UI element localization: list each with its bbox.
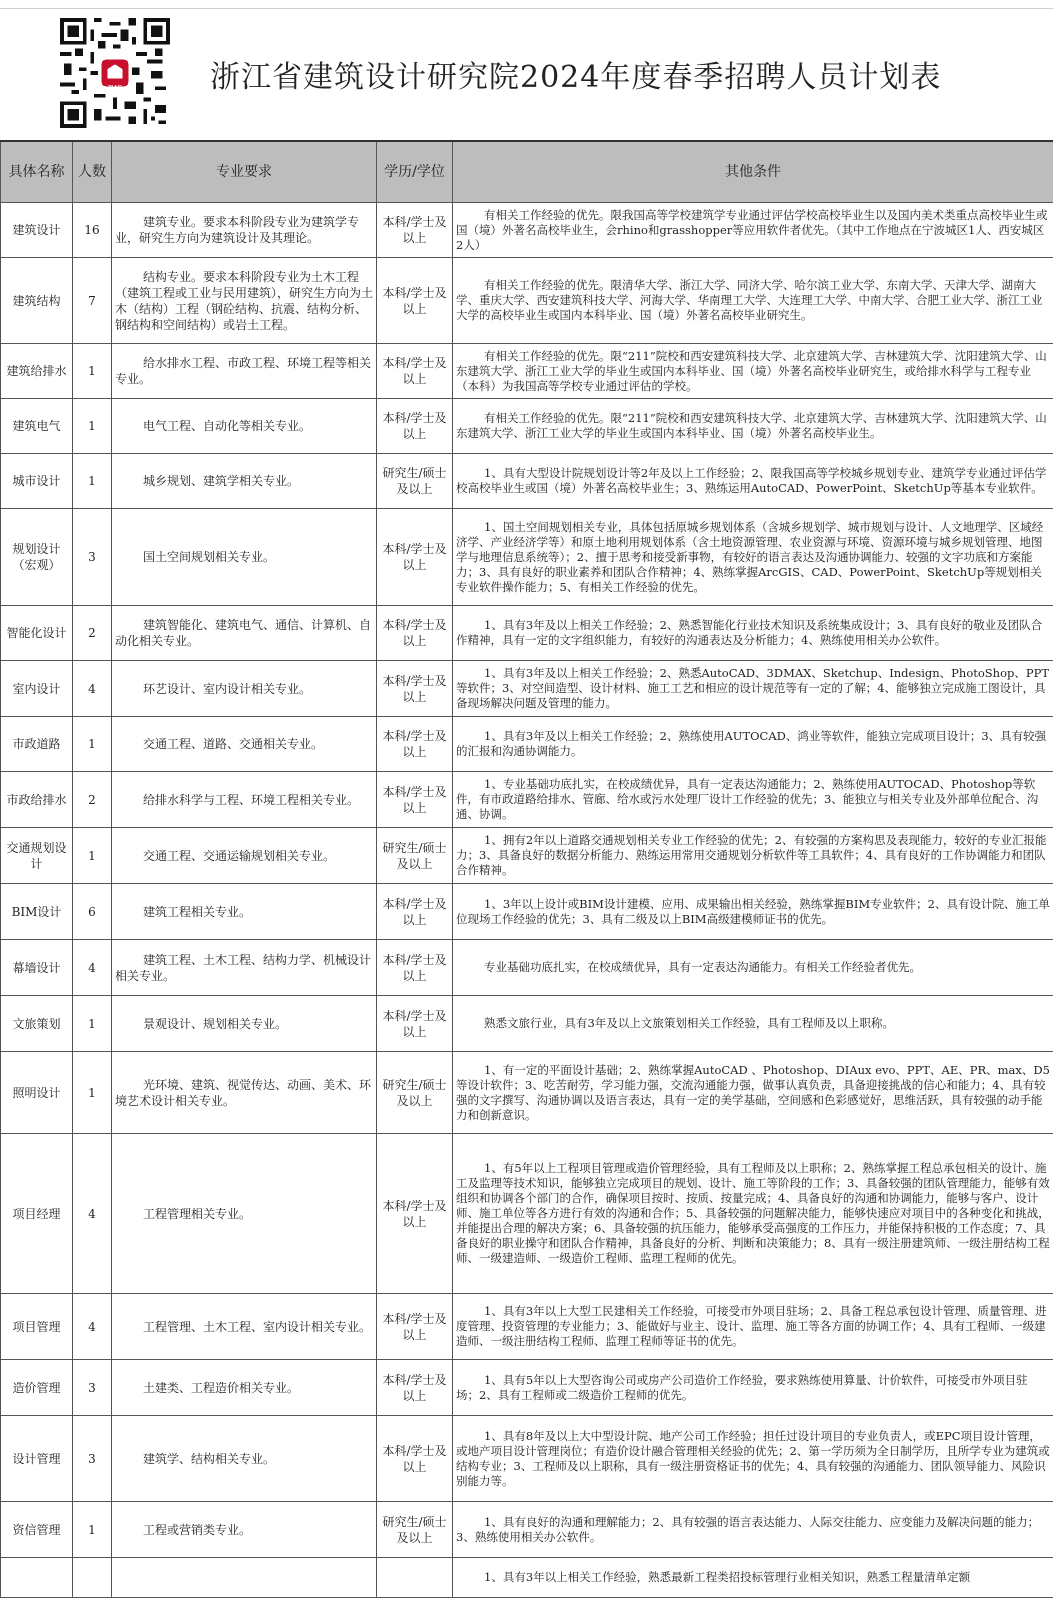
cell-other: 有相关工作经验的优先。限“211”院校和西安建筑科技大学、北京建筑大学、吉林建筑大学、沈阳建筑大学、山东建筑大学、浙江工业大学的毕业生或国内本科毕业、国（境）外著名高校毕业研究生，或给排水科学与工程专业（本科）为我国高等学校专业通过评估的学校。 (453, 344, 1053, 399)
cell-edu: 本科/学士及以上 (377, 399, 453, 454)
header-major: 专业要求 (112, 141, 377, 203)
table-row (1, 828, 1053, 884)
cell-count: 2 (73, 606, 112, 661)
cell-major: 交通工程、道路、交通相关专业。 (112, 717, 377, 772)
cell-name: 项目经理 (1, 1134, 73, 1294)
qr-code (60, 18, 170, 128)
table-row (1, 1360, 1053, 1416)
header-count: 人数 (73, 141, 112, 203)
cell-major: 建筑学、结构相关专业。 (112, 1416, 377, 1502)
cell-other: 有相关工作经验的优先。限清华大学、浙江大学、同济大学、哈尔滨工业大学、东南大学、天津大学、湖南大学、重庆大学、西安建筑科技大学、河海大学、华南理工大学、大连理工大学、中南大学、合肥工业大学、浙江工业大学的高校毕业生或国内本科毕业、国（境）外著名高校毕业研究生。 (453, 258, 1053, 344)
cell-count: 4 (73, 1134, 112, 1294)
cell-major (112, 1558, 377, 1598)
table-row (1, 1052, 1053, 1134)
cell-count: 1 (73, 996, 112, 1052)
cell-major: 光环境、建筑、视觉传达、动画、美术、环境艺术设计相关专业。 (112, 1052, 377, 1134)
cell-count: 3 (73, 1360, 112, 1416)
cell-count: 1 (73, 1052, 112, 1134)
cell-major: 环艺设计、室内设计相关专业。 (112, 661, 377, 717)
recruitment-table (0, 140, 1053, 1598)
cell-name: 资信管理 (1, 1502, 73, 1558)
cell-name: 造价管理 (1, 1360, 73, 1416)
cell-name: 建筑给排水 (1, 344, 73, 399)
cell-edu: 本科/学士及以上 (377, 772, 453, 828)
cell-count: 3 (73, 1416, 112, 1502)
cell-major: 建筑工程、土木工程、结构力学、机械设计相关专业。 (112, 940, 377, 996)
table-row (1, 884, 1053, 940)
cell-major: 建筑智能化、建筑电气、通信、计算机、自动化相关专业。 (112, 606, 377, 661)
cell-name: 幕墙设计 (1, 940, 73, 996)
cell-name: 室内设计 (1, 661, 73, 717)
cell-other: 1、具有5年以上大型咨询公司或房产公司造价工作经验，要求熟练使用算量、计价软件，可接受市外项目驻场；2、具有工程师或二级造价工程师的优先。 (453, 1360, 1053, 1416)
table-row (1, 1502, 1053, 1558)
cell-count: 4 (73, 940, 112, 996)
cell-count: 1 (73, 1502, 112, 1558)
table-row (1, 1294, 1053, 1360)
cell-major: 工程管理相关专业。 (112, 1134, 377, 1294)
cell-major: 工程或营销类专业。 (112, 1502, 377, 1558)
cell-major: 建筑工程相关专业。 (112, 884, 377, 940)
cell-edu (377, 1558, 453, 1598)
table-row (1, 1134, 1053, 1294)
cell-count: 7 (73, 258, 112, 344)
table-row (1, 606, 1053, 661)
table-row (1, 258, 1053, 344)
table-row (1, 717, 1053, 772)
cell-name: 建筑结构 (1, 258, 73, 344)
table-header-row (1, 141, 1053, 203)
cell-edu: 研究生/硕士及以上 (377, 1502, 453, 1558)
cell-count: 4 (73, 1294, 112, 1360)
table-row (1, 940, 1053, 996)
cell-edu: 本科/学士及以上 (377, 940, 453, 996)
cell-name: 规划设计（宏观） (1, 509, 73, 606)
cell-edu: 本科/学士及以上 (377, 1416, 453, 1502)
cell-other: 1、具有3年及以上相关工作经验；2、熟悉智能化行业技术知识及系统集成设计；3、具有良好的敬业及团队合作精神，具有一定的文字组织能力，有较好的沟通表达及分析能力；4、熟练使用相关办公软件。 (453, 606, 1053, 661)
cell-name: 建筑设计 (1, 203, 73, 258)
cell-major: 电气工程、自动化等相关专业。 (112, 399, 377, 454)
cell-other: 1、具有良好的沟通和理解能力；2、具有较强的语言表达能力、人际交往能力、应变能力及解决问题的能力；3、熟练使用相关办公软件。 (453, 1502, 1053, 1558)
cell-major: 土建类、工程造价相关专业。 (112, 1360, 377, 1416)
header-name: 具体名称 (1, 141, 73, 203)
table-row (1, 344, 1053, 399)
cell-other: 1、具有3年以上大型工民建相关工作经验，可接受市外项目驻场；2、具备工程总承包设计管理、质量管理、进度管理、投资管理的专业能力；3、能做好与业主、设计、监理、施工等各方面的协调工作；4、具有工程师、一级建造师、一级注册结构工程师、监理工程师等证书的优先。 (453, 1294, 1053, 1360)
top-divider (0, 8, 1053, 9)
qr-logo-text: ZIAD (108, 84, 123, 91)
cell-name: 智能化设计 (1, 606, 73, 661)
cell-name: 城市设计 (1, 454, 73, 509)
cell-other: 熟悉文旅行业，具有3年及以上文旅策划相关工作经验，具有工程师及以上职称。 (453, 996, 1053, 1052)
cell-major: 给水排水工程、市政工程、环境工程等相关专业。 (112, 344, 377, 399)
cell-count: 6 (73, 884, 112, 940)
table-row (1, 203, 1053, 258)
cell-count: 1 (73, 399, 112, 454)
cell-major: 交通工程、交通运输规划相关专业。 (112, 828, 377, 884)
cell-edu: 本科/学士及以上 (377, 1360, 453, 1416)
header-other: 其他条件 (453, 141, 1053, 203)
table-row (1, 1416, 1053, 1502)
cell-edu: 研究生/硕士及以上 (377, 828, 453, 884)
cell-name: 市政给排水 (1, 772, 73, 828)
cell-name: 项目管理 (1, 1294, 73, 1360)
cell-other: 1、国土空间规划相关专业，具体包括原城乡规划体系（含城乡规划学、城市规划与设计、人文地理学、区域经济学、产业经济学等）和原土地利用规划体系（含土地资源管理、农业资源与环境、资源环境与城乡规划管理、地图学与地理信息系统等）；2、擅于思考和接受新事物，有较好的语言表达及沟通协调能力、较强的文字功底和方案能力；3、具有良好的职业素养和团队合作精神；4、熟练掌握ArcGIS、CAD、PowerPoint、SketchUp等规划相关专业软件操作能力；5、有相关工作经验的优先。 (453, 509, 1053, 606)
cell-major: 城乡规划、建筑学相关专业。 (112, 454, 377, 509)
table-body (1, 203, 1053, 1598)
header-edu: 学历/学位 (377, 141, 453, 203)
cell-other: 有相关工作经验的优先。限“211”院校和西安建筑科技大学、北京建筑大学、吉林建筑大学、沈阳建筑大学、山东建筑大学、浙江工业大学的毕业生或国内本科毕业、国（境）外著名高校毕业生。 (453, 399, 1053, 454)
cell-other: 1、具有3年以上相关工作经验，熟悉最新工程类招投标管理行业相关知识，熟悉工程量清单定额 (453, 1558, 1053, 1598)
cell-major: 工程管理、土木工程、室内设计相关专业。 (112, 1294, 377, 1360)
cell-count: 16 (73, 203, 112, 258)
cell-edu: 本科/学士及以上 (377, 509, 453, 606)
cell-major: 建筑专业。要求本科阶段专业为建筑学专业，研究生方向为建筑设计及其理论。 (112, 203, 377, 258)
cell-name (1, 1558, 73, 1598)
cell-name: 文旅策划 (1, 996, 73, 1052)
cell-name: 照明设计 (1, 1052, 73, 1134)
cell-edu: 本科/学士及以上 (377, 606, 453, 661)
cell-edu: 本科/学士及以上 (377, 996, 453, 1052)
cell-edu: 本科/学士及以上 (377, 258, 453, 344)
cell-name: 市政道路 (1, 717, 73, 772)
cell-major: 给排水科学与工程、环境工程相关专业。 (112, 772, 377, 828)
cell-major: 国土空间规划相关专业。 (112, 509, 377, 606)
cell-name: 建筑电气 (1, 399, 73, 454)
cell-other: 1、有5年以上工程项目管理或造价管理经验，具有工程师及以上职称；2、熟练掌握工程总承包相关的设计、施工及监理等技术知识，能够独立完成项目的规划、设计、施工等阶段的工作；3、具备较强的团队管理能力，能够有效组织和协调各个部门的合作，确保项目按时、按质、按量完成；4、具备良好的沟通和协调能力，能够与客户、设计师、施工单位等各方进行有效的沟通和合作；5、具备较强的问题解决能力，能够快速应对项目中的各种变化和挑战，并能提出合理的解决方案；6、具备较强的抗压能力，能够承受高强度的工作压力，并能保持积极的工作态度；7、具备良好的职业操守和团队合作精神，具备良好的分析、判断和决策能力；8、具有一级注册建筑师、一级注册结构工程师、一级建造师、一级造价工程师、监理工程师的优先。 (453, 1134, 1053, 1294)
page-title: 浙江省建筑设计研究院2024年度春季招聘人员计划表 (210, 52, 941, 96)
cell-other: 1、专业基础功底扎实，在校成绩优异，具有一定表达沟通能力；2、熟练使用AUTOCAD、Photoshop等软件，有市政道路给排水、管廊、给水或污水处理厂设计工作经验的优先；3、能独立与相关专业及外部单位配合、沟通、协调。 (453, 772, 1053, 828)
cell-other: 1、具有3年及以上相关工作经验；2、熟悉AutoCAD、3DMAX、Sketchup、Indesign、PhotoShop、PPT等软件；3、对空间造型、设计材料、施工工艺和相应的设计规范等有一定的了解；4、能够独立完成施工图设计，具备现场解决问题及管理的能力。 (453, 661, 1053, 717)
cell-count: 1 (73, 828, 112, 884)
cell-edu: 本科/学士及以上 (377, 1294, 453, 1360)
table-row (1, 509, 1053, 606)
cell-count: 1 (73, 717, 112, 772)
cell-name: 设计管理 (1, 1416, 73, 1502)
cell-name: 交通规划设计 (1, 828, 73, 884)
cell-count: 4 (73, 661, 112, 717)
cell-count: 3 (73, 509, 112, 606)
cell-count (73, 1558, 112, 1598)
cell-edu: 本科/学士及以上 (377, 717, 453, 772)
cell-other: 有相关工作经验的优先。限我国高等学校建筑学专业通过评估学校高校毕业生以及国内美术类重点高校毕业生或国（境）外著名高校毕业生，会rhino和grasshopper等应用软件者优先。（其中工作地点在宁波城区1人、西安城区2人） (453, 203, 1053, 258)
cell-edu: 研究生/硕士及以上 (377, 454, 453, 509)
cell-edu: 本科/学士及以上 (377, 661, 453, 717)
cell-major: 结构专业。要求本科阶段专业为土木工程（建筑工程或工业与民用建筑），研究生方向为土木（结构）工程（钢砼结构、抗震、结构分析、钢结构和空间结构）或岩土工程。 (112, 258, 377, 344)
table-row (1, 1558, 1053, 1598)
cell-other: 1、具有大型设计院规划设计等2年及以上工作经验；2、限我国高等学校城乡规划专业、建筑学专业通过评估学校高校毕业生或国（境）外著名高校毕业生；3、熟练运用AutoCAD、PowerPoint、SketchUp等基本专业软件。 (453, 454, 1053, 509)
table-row (1, 772, 1053, 828)
cell-other: 1、拥有2年以上道路交通规划相关专业工作经验的优先；2、有较强的方案构思及表现能力，较好的专业汇报能力；3、具备良好的数据分析能力、熟练运用常用交通规划分析软件等工具软件；4、具有良好的工作协调能力和团队合作精神。 (453, 828, 1053, 884)
cell-count: 1 (73, 454, 112, 509)
cell-other: 1、具有8年及以上大中型设计院、地产公司工作经验；担任过设计项目的专业负责人，或EPC项目设计管理，或地产项目设计管理岗位；有造价设计融合管理相关经验的优先；2、第一学历须为全日制学历，且所学专业为建筑或结构专业；3、工程师及以上职称，具有一级注册资格证书的优先；4、具有较强的沟通能力、团队领导能力、风险识别能力等。 (453, 1416, 1053, 1502)
cell-other: 1、3年以上设计或BIM设计建模、应用、成果输出相关经验，熟练掌握BIM专业软件；2、具有设计院、施工单位现场工作经验的优先；3、具有二级及以上BIM高级建模师证书的优先。 (453, 884, 1053, 940)
cell-edu: 本科/学士及以上 (377, 884, 453, 940)
cell-other: 专业基础功底扎实，在校成绩优异，具有一定表达沟通能力。有相关工作经验者优先。 (453, 940, 1053, 996)
cell-edu: 本科/学士及以上 (377, 203, 453, 258)
table-row (1, 996, 1053, 1052)
cell-edu: 本科/学士及以上 (377, 344, 453, 399)
cell-other: 1、具有3年及以上相关工作经验；2、熟练使用AUTOCAD、鸿业等软件，能独立完成项目设计；3、具有较强的汇报和沟通协调能力。 (453, 717, 1053, 772)
table-row (1, 661, 1053, 717)
cell-name: BIM设计 (1, 884, 73, 940)
table-row (1, 399, 1053, 454)
cell-edu: 研究生/硕士及以上 (377, 1052, 453, 1134)
cell-count: 2 (73, 772, 112, 828)
cell-major: 景观设计、规划相关专业。 (112, 996, 377, 1052)
table-row (1, 454, 1053, 509)
cell-edu: 本科/学士及以上 (377, 1134, 453, 1294)
cell-other: 1、有一定的平面设计基础；2、熟练掌握AutoCAD 、Photoshop、DIAux evo、PPT、AE、PR、max、D5等设计软件；3、吃苦耐劳，学习能力强，交流沟通能力强，做事认真负责，具备迎接挑战的信心和能力；4、具有较强的文字撰写、沟通协调以及语言表达，具有一定的美学基础，空间感和色彩感觉好，思维活跃，具有较强的动手能力和创新意识。 (453, 1052, 1053, 1134)
cell-count: 1 (73, 344, 112, 399)
